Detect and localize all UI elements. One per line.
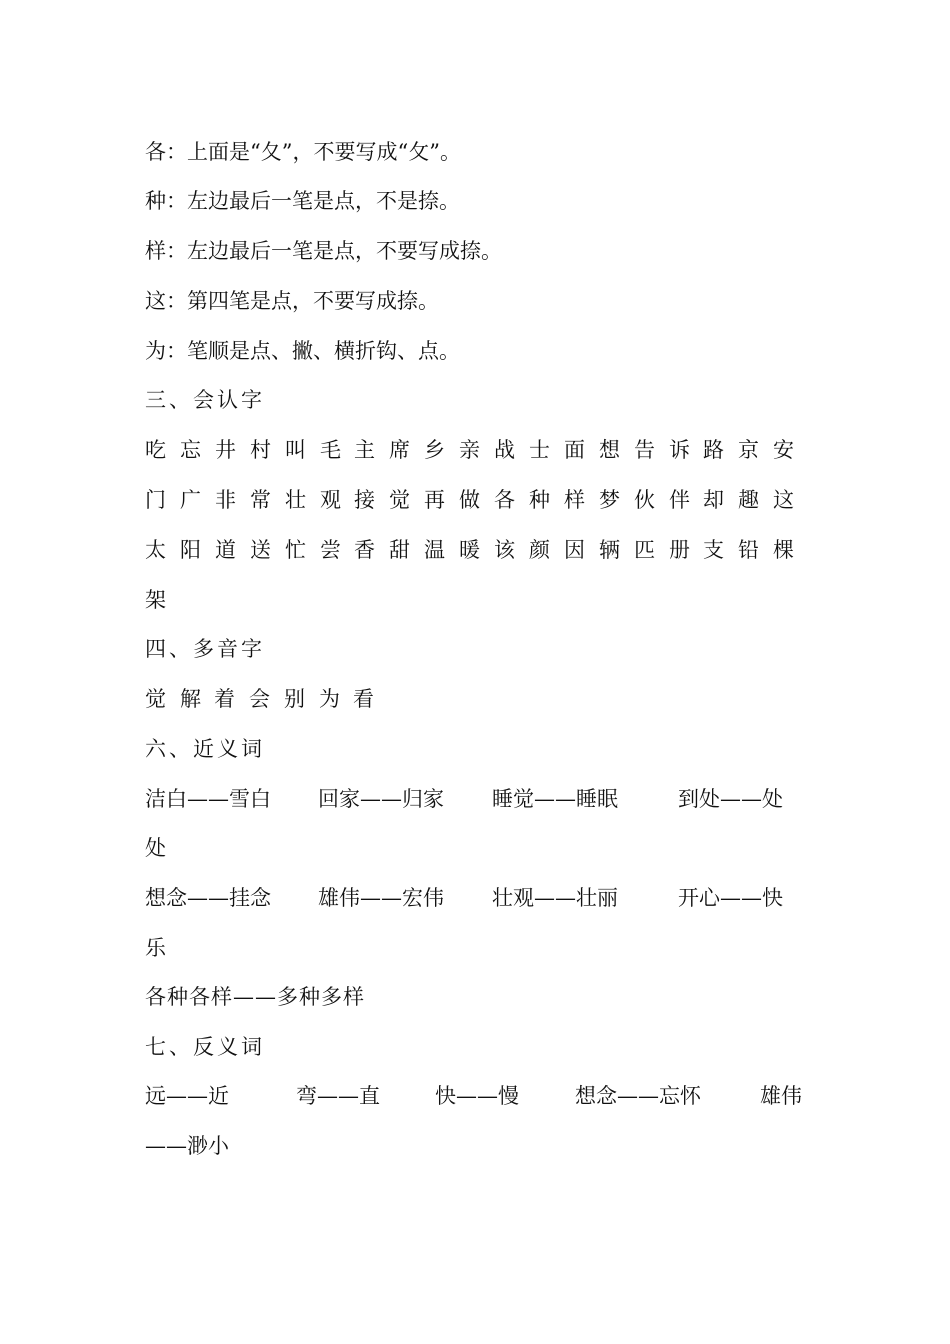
- recognize-char: 样: [564, 488, 585, 512]
- note-zhong: 种：左边最后一笔是点，不是捺。: [145, 189, 460, 213]
- recognize-char: 颜: [529, 538, 550, 562]
- recognize-char: 村: [250, 438, 271, 462]
- synonym-pair: 想念——挂念: [145, 886, 271, 910]
- recognize-char: 战: [494, 438, 515, 462]
- antonym-pair: 快——慢: [435, 1084, 519, 1108]
- note-ge: 各：上面是“夂”，不要写成“攵”。: [145, 140, 461, 164]
- recognize-char: 因: [564, 538, 585, 562]
- section-heading-recognize: 三、会认字: [145, 388, 265, 412]
- recognize-char: 接: [354, 488, 375, 512]
- synonym-wrap: 处: [145, 836, 166, 860]
- recognize-char: 这: [773, 488, 794, 512]
- section-heading-polyphonic: 四、多音字: [145, 637, 265, 661]
- recognize-char: 再: [424, 488, 445, 512]
- antonym-pair: 雄伟: [760, 1084, 802, 1108]
- section-heading-antonyms: 七、反义词: [145, 1035, 265, 1059]
- recognize-char: 太: [145, 538, 166, 562]
- recognize-char: 井: [215, 438, 236, 462]
- recognize-char: 亲: [459, 438, 480, 462]
- recognize-char: 趣: [738, 488, 759, 512]
- note-yang: 样：左边最后一笔是点，不要写成捺。: [145, 239, 502, 263]
- recognize-char: 非: [215, 488, 236, 512]
- section-heading-synonyms: 六、近义词: [145, 737, 265, 761]
- polyphonic-char: 着: [214, 687, 235, 711]
- recognize-char: 做: [459, 488, 480, 512]
- recognize-char: 乡: [424, 438, 445, 462]
- recognize-char: 该: [494, 538, 515, 562]
- synonym-pair: 雄伟——宏伟: [318, 886, 444, 910]
- synonym-pair: 开心——快: [678, 886, 783, 910]
- recognize-char: 京: [738, 438, 759, 462]
- note-zhe: 这：第四笔是点，不要写成捺。: [145, 289, 439, 313]
- antonym-pair: 远——近: [145, 1084, 229, 1108]
- recognize-char: 士: [529, 438, 550, 462]
- recognize-char: 忘: [180, 438, 201, 462]
- recognize-char: 架: [145, 588, 166, 612]
- recognize-char: 各: [494, 488, 515, 512]
- synonym-pair-long: 各种各样——多种多样: [145, 985, 365, 1009]
- synonym-pair: 壮观——壮丽: [492, 886, 618, 910]
- recognize-char: 告: [634, 438, 655, 462]
- recognize-char: 路: [703, 438, 724, 462]
- recognize-char: 送: [250, 538, 271, 562]
- polyphonic-char: 会: [249, 687, 270, 711]
- recognize-char: 广: [180, 488, 201, 512]
- recognize-char: 支: [703, 538, 724, 562]
- synonym-wrap: 乐: [145, 936, 166, 960]
- recognize-char: 甜: [389, 538, 410, 562]
- synonym-pair: 睡觉——睡眠: [492, 787, 618, 811]
- recognize-char: 常: [250, 488, 271, 512]
- recognize-char: 香: [354, 538, 375, 562]
- recognize-char: 梦: [599, 488, 620, 512]
- polyphonic-char: 觉: [145, 687, 166, 711]
- recognize-char: 观: [320, 488, 341, 512]
- polyphonic-char: 别: [284, 687, 305, 711]
- recognize-char: 却: [703, 488, 724, 512]
- antonym-pair: 想念——忘怀: [575, 1084, 701, 1108]
- recognize-char: 想: [599, 438, 620, 462]
- recognize-char: 伴: [669, 488, 690, 512]
- recognize-char: 席: [389, 438, 410, 462]
- recognize-char: 辆: [599, 538, 620, 562]
- recognize-char: 暖: [459, 538, 480, 562]
- recognize-char: 主: [354, 438, 375, 462]
- recognize-char: 忙: [285, 538, 306, 562]
- recognize-char: 尝: [320, 538, 341, 562]
- synonym-pair: 到处——处: [678, 787, 783, 811]
- recognize-char: 匹: [634, 538, 655, 562]
- recognize-char: 道: [215, 538, 236, 562]
- recognize-char: 面: [564, 438, 585, 462]
- synonym-pair: 洁白——雪白: [145, 787, 271, 811]
- recognize-char: 伙: [634, 488, 655, 512]
- polyphonic-char: 解: [180, 687, 201, 711]
- polyphonic-char: 看: [353, 687, 374, 711]
- recognize-char: 温: [424, 538, 445, 562]
- recognize-char: 门: [145, 488, 166, 512]
- polyphonic-char: 为: [319, 687, 340, 711]
- recognize-char: 壮: [285, 488, 306, 512]
- recognize-char: 种: [529, 488, 550, 512]
- recognize-char: 叫: [285, 438, 306, 462]
- recognize-char: 毛: [320, 438, 341, 462]
- antonym-pair: 弯——直: [296, 1084, 380, 1108]
- antonym-wrap: ——渺小: [145, 1134, 229, 1158]
- recognize-char: 阳: [180, 538, 201, 562]
- recognize-char: 吃: [145, 438, 166, 462]
- recognize-char: 觉: [389, 488, 410, 512]
- recognize-char: 安: [773, 438, 794, 462]
- recognize-char: 诉: [669, 438, 690, 462]
- recognize-char: 册: [669, 538, 690, 562]
- synonym-pair: 回家——归家: [318, 787, 444, 811]
- recognize-char: 铅: [738, 538, 759, 562]
- recognize-char: 棵: [773, 538, 794, 562]
- note-wei: 为：笔顺是点、撇、横折钩、点。: [145, 339, 460, 363]
